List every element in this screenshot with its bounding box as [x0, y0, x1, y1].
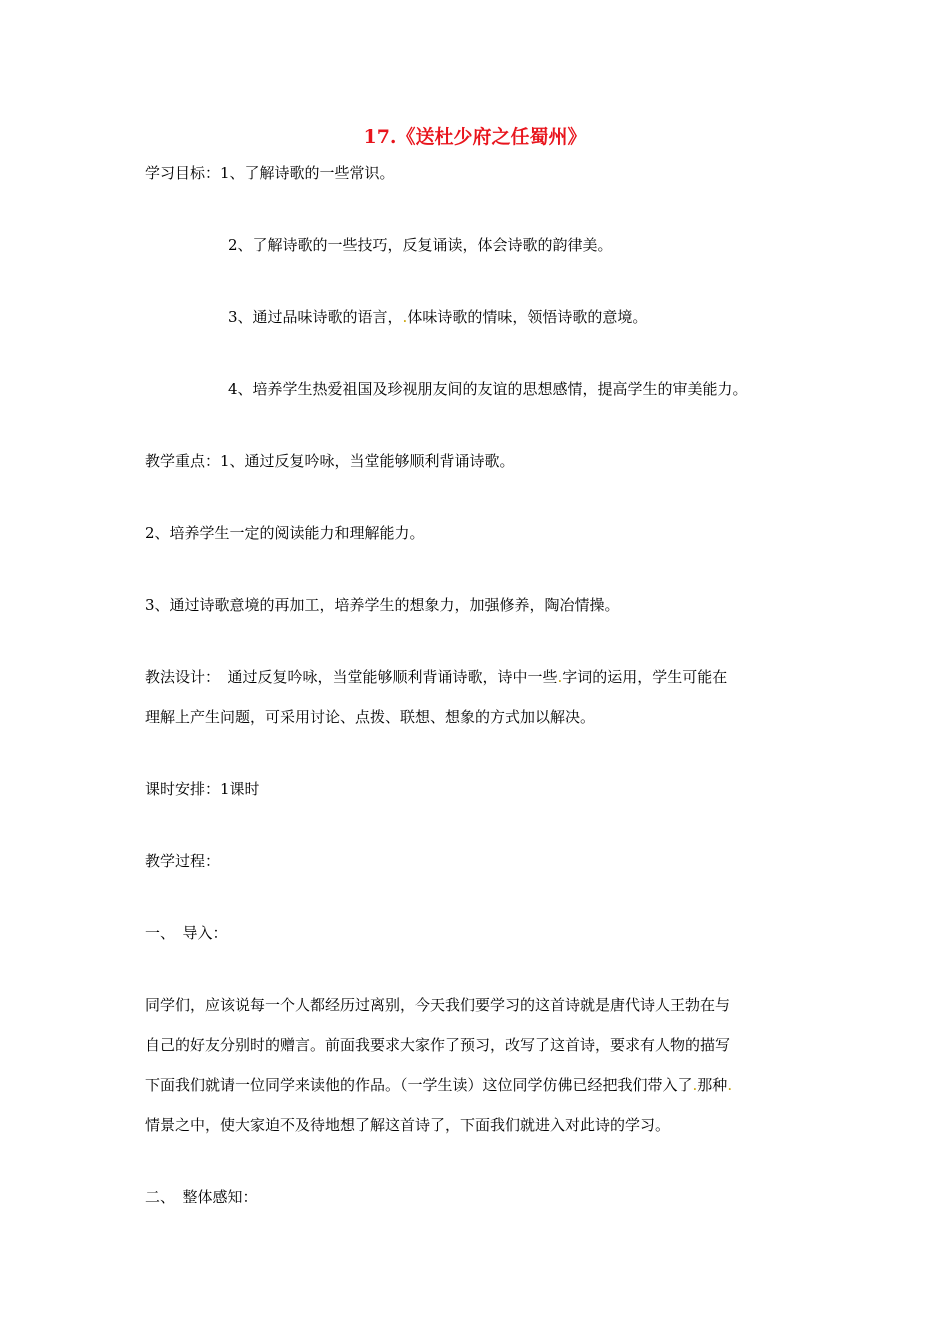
intro-line-4: 情景之中，使大家迫不及待地想了解这首诗了，下面我们就进入对此诗的学习。 — [145, 1116, 671, 1134]
intro-line-1: 同学们，应该说每一个人都经历过离别，今天我们要学习的这首诗就是唐代诗人王勃在与 — [145, 996, 731, 1014]
intro-line-3 — [145, 1074, 732, 1096]
method-line-1 — [145, 666, 727, 688]
key-points-line-1: 教学重点：1、通过反复吟咏，当堂能够顺利背诵诗歌。 — [145, 452, 515, 470]
objectives-line-1: 学习目标：1、了解诗歌的一些常识。 — [145, 164, 395, 182]
schedule-line: 课时安排：1课时 — [145, 780, 260, 798]
section-2-heading: 二、 整体感知： — [145, 1188, 258, 1206]
intro-line-3-part-b: 那种 — [697, 1076, 728, 1094]
objectives-line-3 — [228, 306, 647, 328]
revision-mark: . — [727, 1076, 733, 1094]
method-line-2: 理解上产生问题，可采用讨论、点拨、联想、想象的方式加以解决。 — [145, 708, 596, 726]
objectives-line-2: 2、了解诗歌的一些技巧，反复诵读，体会诗歌的韵律美。 — [228, 236, 613, 254]
objectives-line-3-part-a: 3、通过品味诗歌的语言， — [228, 308, 403, 326]
revision-mark: . — [557, 668, 563, 686]
intro-line-2: 自己的好友分别时的赠言。前面我要求大家作了预习，改写了这首诗，要求有人物的描写 — [145, 1036, 731, 1054]
method-line-1-part-a: 教法设计： 通过反复吟咏，当堂能够顺利背诵诗歌，诗中一些 — [145, 668, 558, 686]
document-title: 17.《送杜少府之任蜀州》 — [363, 126, 587, 148]
key-points-line-3: 3、通过诗歌意境的再加工，培养学生的想象力，加强修养，陶冶情操。 — [145, 596, 620, 614]
revision-mark: . — [692, 1076, 698, 1094]
method-line-1-part-b: 字词的运用，学生可能在 — [562, 668, 728, 686]
process-heading: 教学过程： — [145, 852, 221, 870]
objectives-line-4: 4、培养学生热爱祖国及珍视朋友间的友谊的思想感情，提高学生的审美能力。 — [228, 380, 748, 398]
intro-line-3-part-a: 下面我们就请一位同学来读他的作品。（一学生读）这位同学仿佛已经把我们带入了 — [145, 1076, 693, 1094]
key-points-line-2: 2、培养学生一定的阅读能力和理解能力。 — [145, 524, 425, 542]
revision-mark: . — [402, 308, 408, 326]
section-1-heading: 一、 导入： — [145, 924, 228, 942]
objectives-line-3-part-b: 体味诗歌的情味，领悟诗歌的意境。 — [407, 308, 648, 326]
